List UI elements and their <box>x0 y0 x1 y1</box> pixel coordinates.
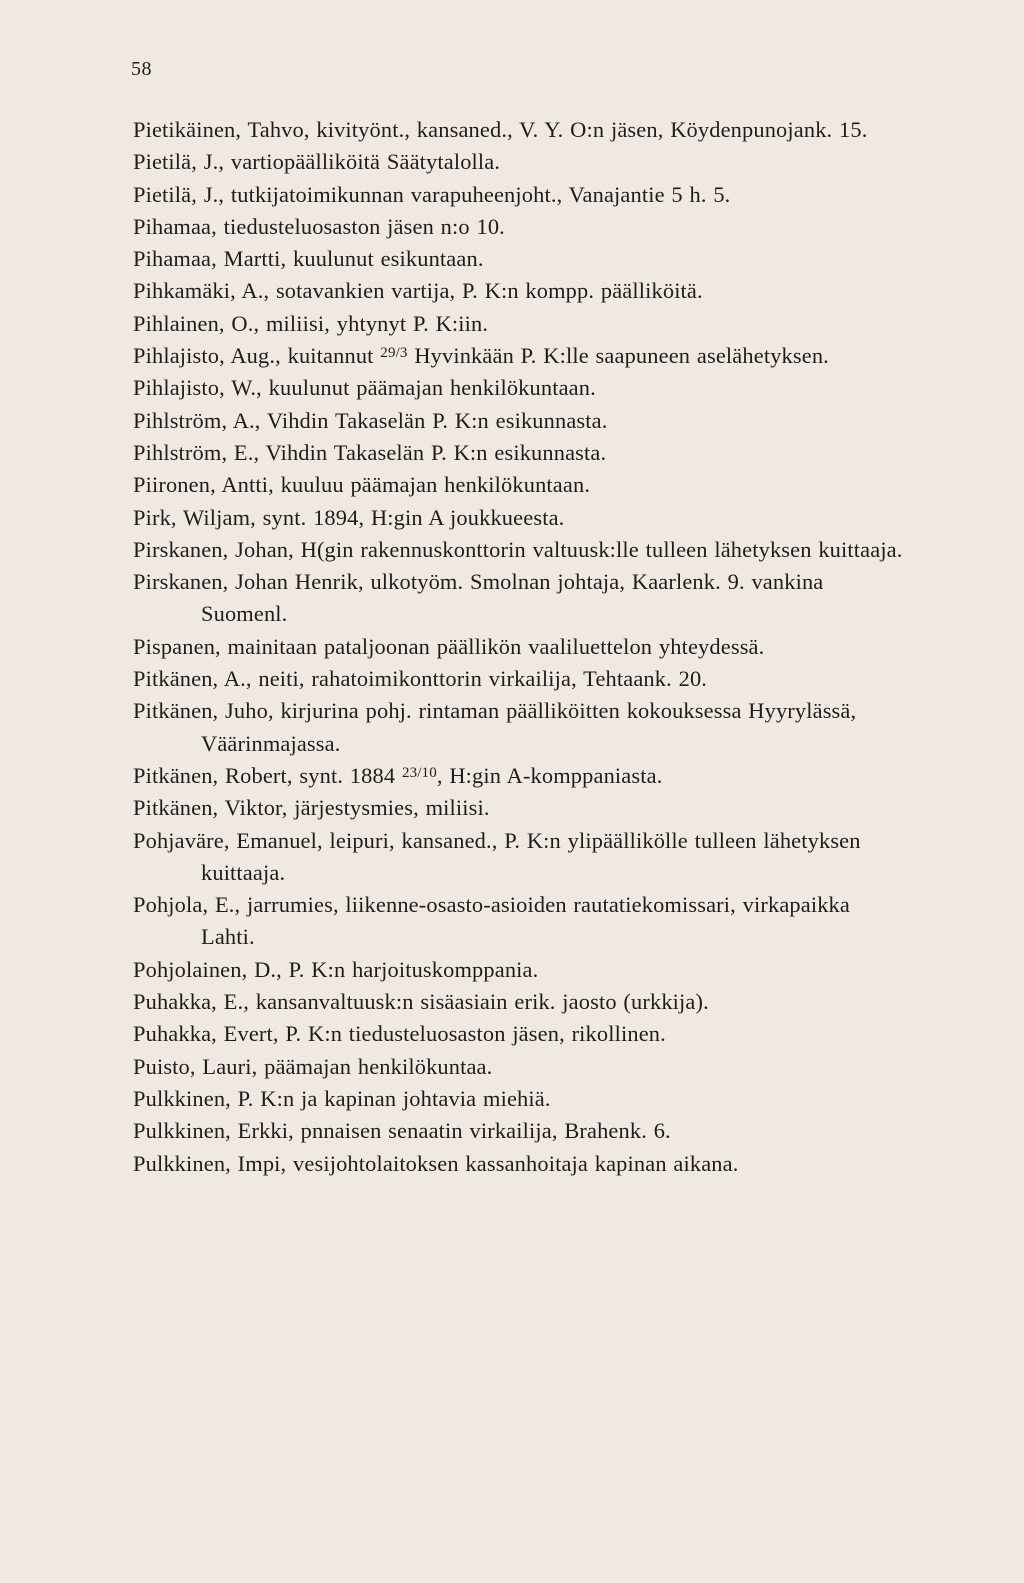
index-entry <box>133 760 908 792</box>
page-number: 58 <box>131 58 152 80</box>
index-entry: Pirskanen, Johan, H(gin rakennuskonttorin valtuusk:lle tulleen lähetyksen kuittaaja. <box>133 536 903 562</box>
entry-text: Hyvinkään P. K:lle saapuneen aselähetyksen. <box>407 343 829 369</box>
index-entry: Puhakka, E., kansanvaltuusk:n sisäasiain erik. jaosto (urkkija). <box>133 989 709 1015</box>
index-entry: Puisto, Lauri, päämajan henkilökuntaa. <box>133 1053 493 1079</box>
index-entry: Pietikäinen, Tahvo, kivityönt., kansaned., V. Y. O:n jäsen, Köydenpunojank. 15. <box>133 117 868 142</box>
index-entry: Pulkkinen, Impi, vesijohtolaitoksen kassanhoitaja kapinan aikana. <box>133 1150 739 1176</box>
index-entry: Pitkänen, Viktor, järjestysmies, miliisi. <box>133 795 490 821</box>
index-entry: Pihkamäki, A., sotavankien vartija, P. K:n kompp. päälliköitä. <box>133 278 703 304</box>
index-entry: Pitkänen, Juho, kirjurina pohj. rintaman päälliköitten kokouksessa Hyyrylässä, Väärinmajassa. <box>133 698 857 756</box>
index-entry: Pihlainen, O., miliisi, yhtynyt P. K:iin. <box>133 310 489 336</box>
index-entry: Puhakka, Evert, P. K:n tiedusteluosaston jäsen, rikollinen. <box>133 1021 666 1047</box>
entry-text: Pitkänen, Robert, synt. 1884 <box>133 762 402 788</box>
entry-text: Pihlajisto, Aug., kuitannut <box>133 343 381 369</box>
index-entry: Pietilä, J., vartiopäälliköitä Säätytalolla. <box>133 149 501 175</box>
index-entry: Pispanen, mainitaan pataljoonan päällikön vaaliluettelon yhteydessä. <box>133 633 765 659</box>
index-entry: Pulkkinen, Erkki, pnnaisen senaatin virkailija, Brahenk. 6. <box>133 1118 671 1144</box>
entry-text: , H:gin A-komppaniasta. <box>436 762 663 788</box>
index-entry: Pohjaväre, Emanuel, leipuri, kansaned., P. K:n ylipäällikölle tulleen lähetyksen kuittaaja. <box>133 827 861 885</box>
index-entry: Pohjola, E., jarrumies, liikenne-osasto-asioiden rautatiekomissari, virkapaikka Lahti. <box>133 892 850 950</box>
index-entry: Pihamaa, tiedusteluosaston jäsen n:o 10. <box>133 213 505 239</box>
index-entry: Pulkkinen, P. K:n ja kapinan johtavia miehiä. <box>133 1085 551 1111</box>
index-entry: Pohjolainen, D., P. K:n harjoituskomppania. <box>133 956 539 982</box>
index-entry <box>133 340 908 372</box>
index-entry: Pirskanen, Johan Henrik, ulkotyöm. Smolnan johtaja, Kaarlenk. 9. vankina Suomenl. <box>133 569 824 627</box>
index-entry: Pirk, Wiljam, synt. 1894, H:gin A joukkueesta. <box>133 504 565 530</box>
index-entry: Piironen, Antti, kuuluu päämajan henkilökuntaan. <box>133 472 591 498</box>
index-entry: Pietilä, J., tutkijatoimikunnan varapuheenjoht., Vanajantie 5 h. 5. <box>133 181 731 207</box>
index-entry: Pihlström, E., Vihdin Takaselän P. K:n esikunnasta. <box>133 439 607 465</box>
index-entry: Pihlström, A., Vihdin Takaselän P. K:n esikunnasta. <box>133 407 608 433</box>
index-entry: Pitkänen, A., neiti, rahatoimikonttorin virkailija, Tehtaank. 20. <box>133 666 708 692</box>
index-entry: Pihlajisto, W., kuulunut päämajan henkilökuntaan. <box>133 375 596 401</box>
date-fraction: 29/3 <box>380 345 408 362</box>
date-fraction: 23/10 <box>401 764 437 781</box>
name-index-list <box>133 114 908 1180</box>
index-entry: Pihamaa, Martti, kuulunut esikuntaan. <box>133 246 484 272</box>
